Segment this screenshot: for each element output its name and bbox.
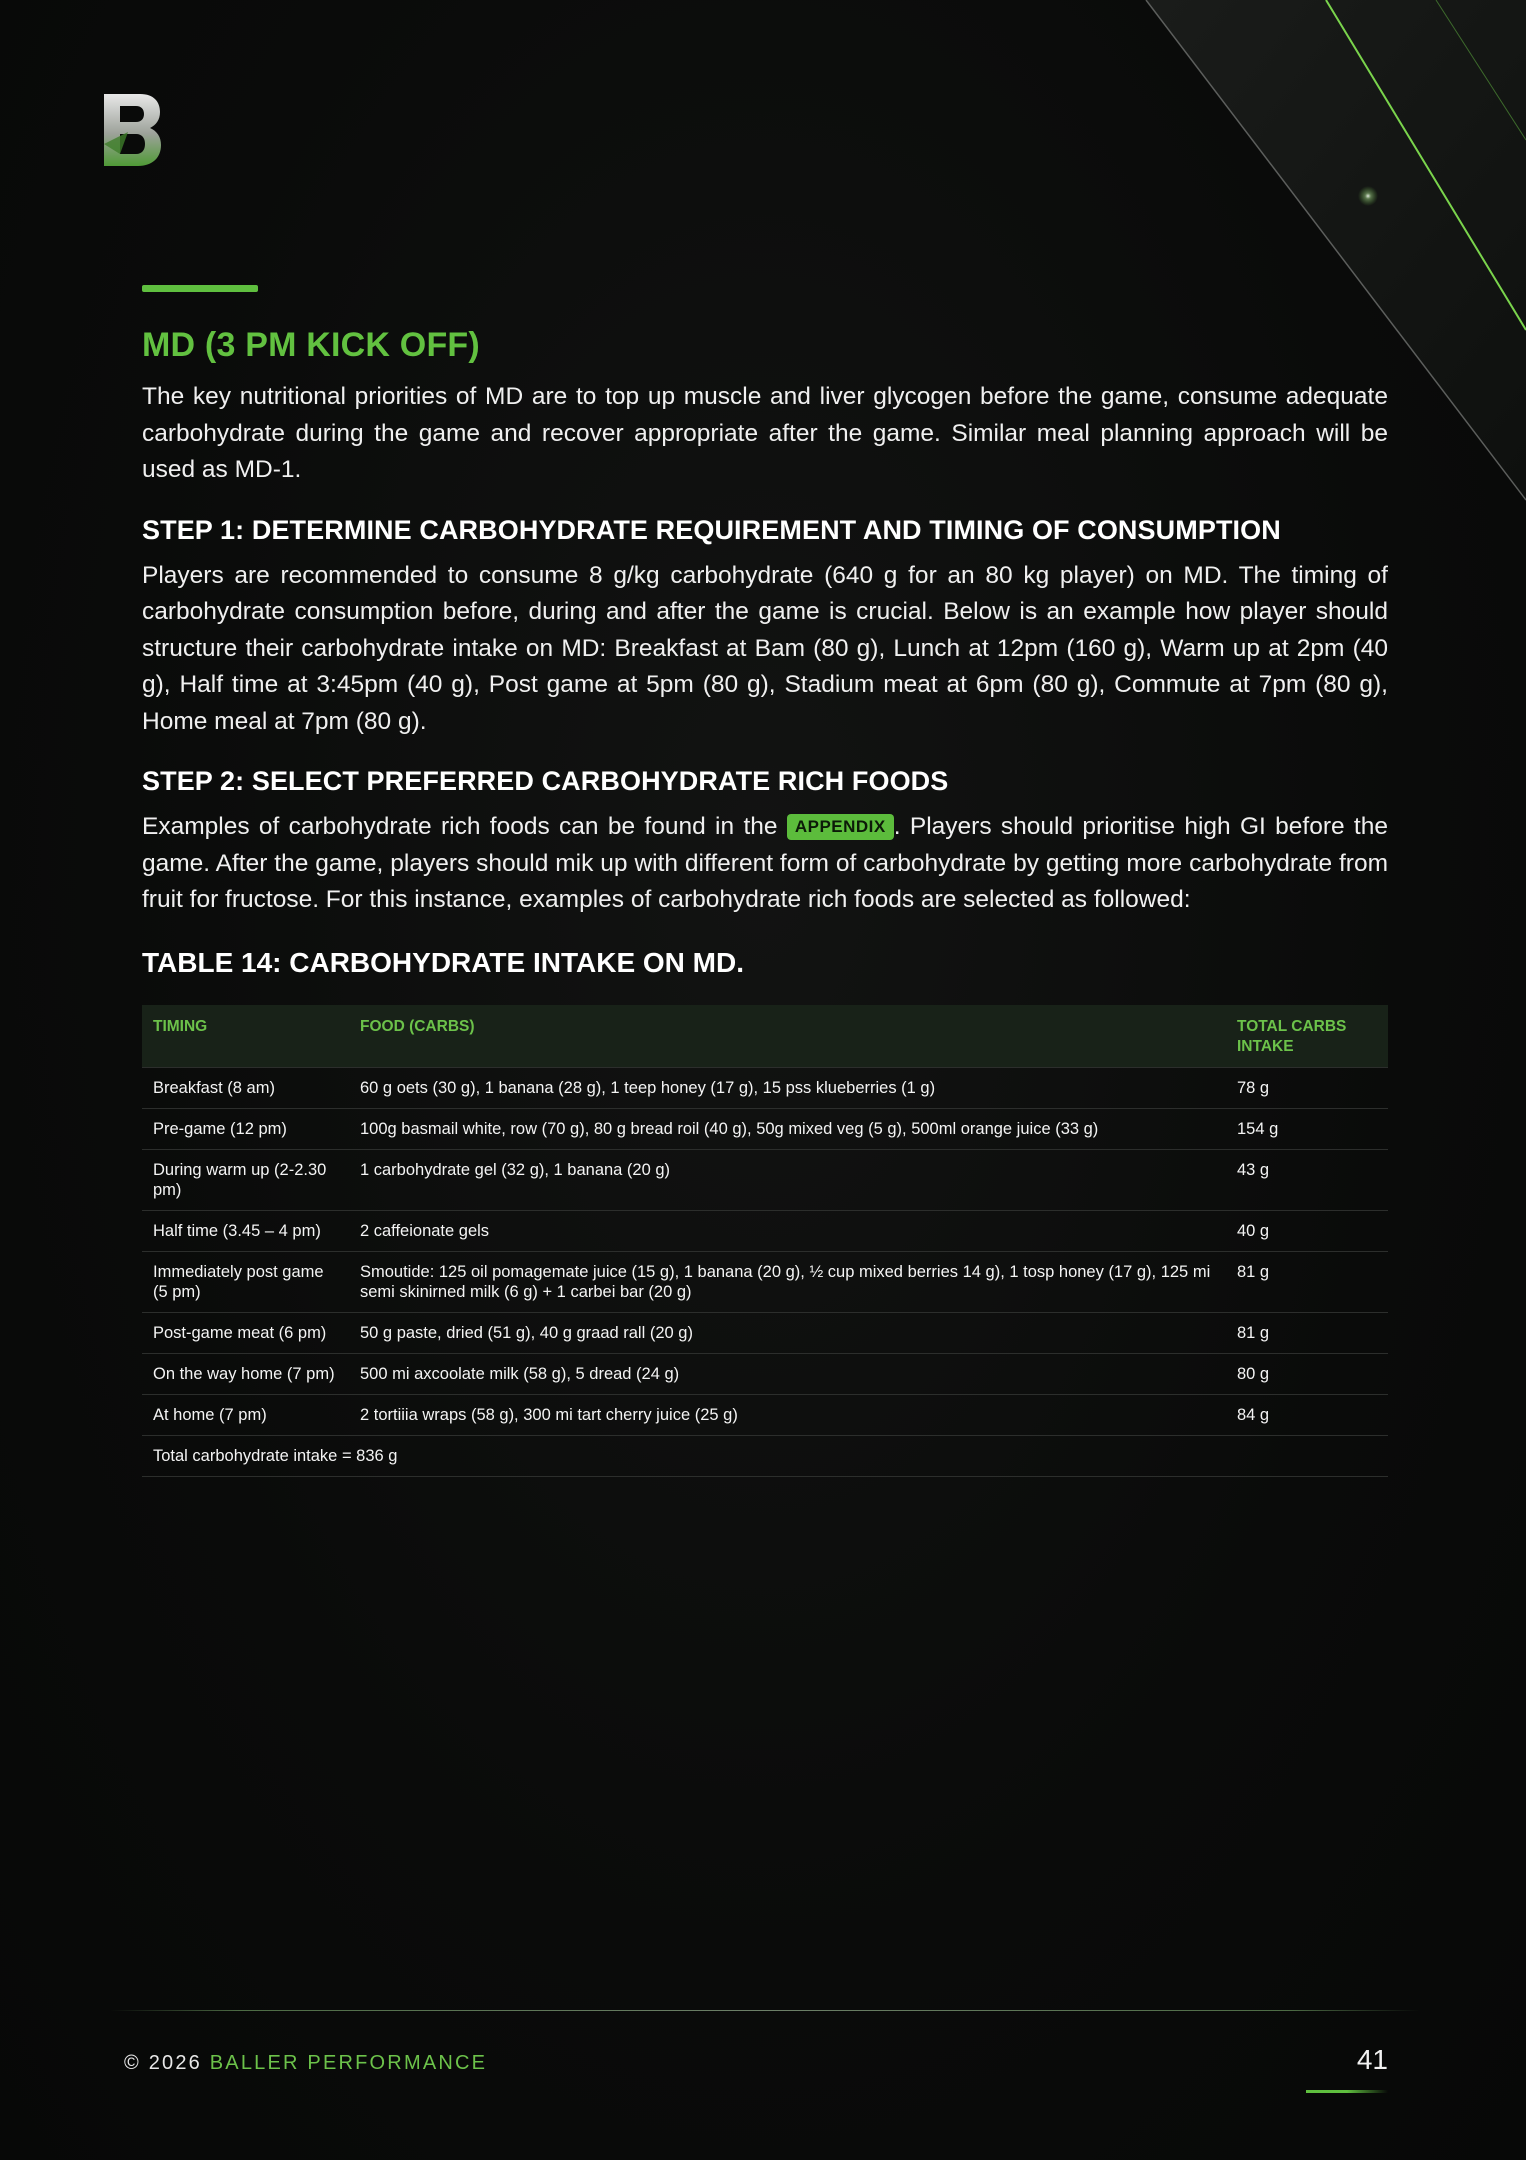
cell-timing: Breakfast (8 am) (142, 1067, 349, 1108)
cell-timing: Post-game meat (6 pm) (142, 1312, 349, 1353)
section-intro: The key nutritional priorities of MD are to top up muscle and liver glycogen before the game, consume adequate carbohydrate during the game and recover appropriate after the game. Similar meal planning approach will be used as MD-1. (142, 383, 1388, 483)
cell-food: 50 g paste, dried (51 g), 40 g graad rall (20 g) (349, 1312, 1226, 1353)
step1-heading: STEP 1: DETERMINE CARBOHYDRATE REQUIREMENT AND TIMING OF CONSUMPTION (142, 514, 1281, 545)
cell-total: 154 g (1226, 1108, 1388, 1149)
cell-timing: On the way home (7 pm) (142, 1353, 349, 1394)
table-row (142, 1108, 1388, 1149)
table-row (142, 1149, 1388, 1210)
table-header-row (142, 1005, 1388, 1068)
cell-food: 100g basmail white, row (70 g), 80 g bread roil (40 g), 50g mixed veg (5 g), 500ml orange juice (33 g) (349, 1108, 1226, 1149)
table-row (142, 1210, 1388, 1251)
cell-timing: Immediately post game (5 pm) (142, 1251, 349, 1312)
cell-timing: Pre-game (12 pm) (142, 1108, 349, 1149)
baller-b-logo-icon (100, 92, 162, 168)
cell-total-intake: Total carbohydrate intake = 836 g (142, 1435, 1388, 1476)
step2-text-before: Examples of carbohydrate rich foods can be found in the (142, 813, 787, 840)
table-row (142, 1353, 1388, 1394)
cell-total: 81 g (1226, 1312, 1388, 1353)
copyright-text: © 2026 (124, 2052, 210, 2074)
cell-food: Smoutide: 125 oil pomagemate juice (15 g), 1 banana (20 g), ½ cup mixed berries 14 g), 1 tosp honey (17 g), 125 mi semi skinirned milk (6 g) + 1 carbei bar (20 g) (349, 1251, 1226, 1312)
cell-timing: During warm up (2-2.30 pm) (142, 1149, 349, 1210)
brand-name: BALLER PERFORMANCE (209, 2052, 488, 2074)
main-content (142, 285, 1388, 1477)
header-total: TOTAL CARBS INTAKE (1226, 1005, 1388, 1068)
cell-food: 2 tortiiia wraps (58 g), 300 mi tart cherry juice (25 g) (349, 1394, 1226, 1435)
header-timing: TIMING (142, 1005, 349, 1068)
section-accent-bar (142, 285, 258, 292)
table-row (142, 1251, 1388, 1312)
cell-timing: Half time (3.45 – 4 pm) (142, 1210, 349, 1251)
cell-total: 81 g (1226, 1251, 1388, 1312)
step2-text (142, 809, 1388, 919)
footer-copyright (124, 2052, 487, 2075)
header-food: FOOD (CARBS) (349, 1005, 1226, 1068)
page-number: 41 (1356, 2044, 1388, 2075)
step2-text-after: . Players should prioritise high GI before the game. After the game, players should mik up with different form of carbohydrate by getting more carbohydrate from fruit for fructose. For this instance, examples of carbohydrate rich foods are selected as followed: (142, 813, 1388, 913)
carbohydrate-intake-table (142, 1005, 1388, 1477)
table-row (142, 1394, 1388, 1435)
cell-total: 43 g (1226, 1149, 1388, 1210)
cell-food: 2 caffeionate gels (349, 1210, 1226, 1251)
table-title: TABLE 14: CARBOHYDRATE INTAKE ON MD. (142, 946, 744, 978)
cell-timing: At home (7 pm) (142, 1394, 349, 1435)
cell-food: 500 mi axcoolate milk (58 g), 5 dread (24 g) (349, 1353, 1226, 1394)
cell-food: 1 carbohydrate gel (32 g), 1 banana (20 g) (349, 1149, 1226, 1210)
step2-heading: STEP 2: SELECT PREFERRED CARBOHYDRATE RICH FOODS (142, 766, 949, 796)
table-row (142, 1067, 1388, 1108)
section-title: MD (3 PM KICK OFF) (142, 326, 480, 364)
table-row (142, 1312, 1388, 1353)
page-number-underline (1306, 2090, 1388, 2093)
footer-divider (110, 2010, 1420, 2011)
step1-text: Players are recommended to consume 8 g/kg carbohydrate (640 g for an 80 kg player) on MD. The timing of carbohydrate consumption before, during and after the game is crucial. Below is an example how player should structure their carbohydrate intake on MD: Breakfast at Bam (80 g), Lunch at 12pm (160 g), Warm up at 2pm (40 g), Half time at 3:45pm (40 g), Post game at 5pm (80 g), Stadium meat at 6pm (80 g), Commute at 7pm (80 g), Home meal at 7pm (80 g). (142, 561, 1388, 735)
cell-total: 78 g (1226, 1067, 1388, 1108)
cell-food: 60 g oets (30 g), 1 banana (28 g), 1 teep honey (17 g), 15 pss klueberries (1 g) (349, 1067, 1226, 1108)
table-total-row (142, 1435, 1388, 1476)
cell-total: 40 g (1226, 1210, 1388, 1251)
appendix-link[interactable]: APPENDIX (787, 814, 894, 840)
cell-total: 80 g (1226, 1353, 1388, 1394)
cell-total: 84 g (1226, 1394, 1388, 1435)
